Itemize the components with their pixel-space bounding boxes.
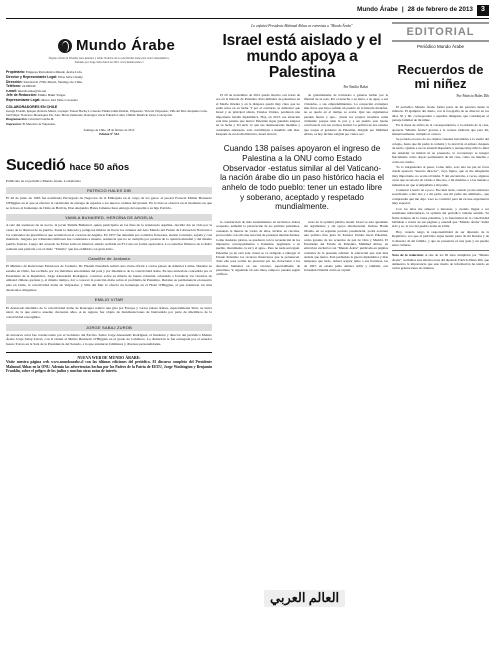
sucedio-title: Sucedió (6, 157, 66, 175)
entry-text: El Ministro de Relaciones Exteriores de Jordania, Dr. Hazem Nusaibeh realizó una visita oficial a varios países de América Latina. Durante su estadía en Chile, fue recibido por los máximos autoridades del país y por miembros de la colectividad árabe. En una entrevista concedida por el Presidente de la República, Jorge Alessandri Rodríguez, conversó sobre su misión de buena voluntad, orientada a fortalecer los vínculos de amistad chileno-jordana y, al mismo tiempo, dar a conocer la posición árabe sobre el problema de Palestina. Durante su permanencia en nuestro país en Chile, la colectividad árabe de Valparaíso y Viña del Mar le ofreció un homenaje en el Hotel O'Higgins, al que asistieron los más destacados dirigentes. (6, 264, 212, 292)
edition-place: Santiago de Chile, 28 de febrero de 2013 (83, 127, 135, 132)
collaborators-text: George El Ashi, Ipalque, Roberto Marez, Copiapó: Fanosi Hacha; La Serena: Hanna Jaime Dualde, Valparaíso: Victoria Valparaíso; Viña del Mar: Alejandro Lobo, San Felipe: Francisco Mouzaquel, Pto. Alto: Mario Zamorano, Rancagua: Oscar Eduardo Lama; Chillán: Mauricio Zarur, Concepción. (6, 109, 208, 118)
article-byline: Por Emilio Bakri (343, 85, 368, 90)
entry-text: A raíz del asesinato de su novio, la joven Yamila Buhaired -quien participaba en las filas de la resistencia argelina- decidió dar su vida por la causa de la libertad de su pueblo. Tenía la delicada y peligrosa misión de llevar las órdenes del Alto Mando del Frente de Liberación Nacional a los comandos de guerrilleros que actuaban en el corazón de Argelia. En 1957 fue detenida por soldados franceses, siendo torturada, vejada y casi mutilada. Juzgada por tribunales militares fue condenada a muerte, sentencia que no se cumplió por presión de la opinión mundial y del mismo pueblo francés. Luego del acuerdo de Evian salió en libertad, siendo recibida en El Cairo en forma apoteósica. Los estudios fílmicos de la RAU realizan una película con el título "Yamila" que fue exhibida con gran éxito. (6, 223, 212, 251)
layout-credit: Diagramación: Cristóbal Concha M. (6, 117, 55, 122)
header-publication: Mundo Árabe (357, 6, 398, 14)
sucedio-note: Publicado en el periódico Mundo Árabe, La Reforma (6, 178, 81, 183)
editorial-title: Recuerdos de mi niñez (397, 62, 484, 92)
entry-title: EMILIO VITAR (6, 296, 212, 303)
sucedio-subtitle: hace 50 años (69, 162, 130, 174)
web-notice-text: Visite nuestra página web www.mundoarabe.cl con las últimas ediciones del periódico. El discurso completo del Presidente Mahmud Abbas en la ONU. Además las advertencias hechas por los Padres de la Patria de EEUU, Jorge Washington y Benjamín Franklin, sobre el peligro de los judíos y muchas otras notas de interés. (6, 359, 212, 374)
editorial-paragraph: Con los años me empecé a interesar, y cuando llegué a ser estudiante universitario, la opinión del periódico tomaba sentido. Su firme defensa de la causa palestina, y la fraternidad de la colectividad hablaban a través de sus páginas y entendí que "Mundo Árabe" había sido y es, la voz del pueblo árabe en Chile. (392, 206, 489, 229)
masthead-line: Representante Legal: Marco Del Valle Coronado (6, 97, 78, 102)
article-pullquote: Cuando 138 países apoyaron el ingreso de Palestina a la ONU como Estado Observador -estatus similar al del Vaticano- la nación árabe dio un paso histórico hacia el anhelo de todo pueblo: tener un estado libre y soberano, aceptado y respetado mundialmente. (220, 144, 384, 212)
editorial-paragraph: Yo lo hurgueteaba al pasar. Como niño, solo leía las pie de fotos donde aparecía "nuestro director", cuya figura, que se me imaginaba muy importante, no se me olvidaba. Y ahí encontraba, a veces, algunos caras que reconocía de visitas a mis tíos, a mi madrina o a las tiendas e industrias en que acompañaba a mi padre. (392, 164, 489, 187)
entry-title: JORGE SABAJ ZUROB (6, 324, 212, 331)
print-credit: Impresión: El Mercurio de Valparaíso. (6, 121, 56, 126)
masthead-line: Dirección: Irarrázaval 2796, Macul, Santiago de Chile. (6, 79, 83, 84)
article-col1-bottom: la construcción de más asentamientos en territorios árabes ocupados, aumentó la persecución de los partidos palestinos, causando la muerte de varios de ellos, incluso en cárceles, provocando con ello una reacción de protestas internacionales. Como moderno piratas, se quedaron con la recaudación de los impuestos correspondientes a Palestina, negándole a su pueblo, literalmente, la sal y el agua... Pero no nada será igual. Palestina ya no está sola. Israel se ve obligado a entregar el Estado Palestino los recursos financieros que le pertenecen. Todo ello para acallar las protestas por las violaciones a los derechos humanos en sus cárceles, especialmente de palestinos. Y, siguiendo en esta línea, tampoco pueden seguir calificar- (216, 220, 300, 277)
masthead-line: Jefe de Redacción: Emilio Bakri Vargas (6, 93, 66, 98)
sucedio-heading (6, 156, 212, 176)
header-rule (6, 18, 489, 19)
logo-name: Mundo Árabe (76, 37, 176, 54)
editorial-paragraph: Se portada era uno de los objetos visuales inevitables a la vuelta del colegio, hasta que mi padre lo tomaba y lo devolvía al armero después de leerlo. Quizás a eso le entendí disputable y aunque muy niño lo miré sin entender su misión ni su presencia, lo reconstruyo te integró físicamente como objeto permanente de mi casa, como un mueble o como un cuadro. (392, 137, 489, 164)
editorial-note-text: A raíz de los 82 años cumplidos por "Mundo Árabe", recibimos esta emotiva nota del diputado Patricio Hales Dib, que demuestra la importancia que este medio de información ha tenido en varias generaciones de chilenos. (392, 253, 489, 271)
entry-title: Canciller de Jordania (6, 255, 212, 262)
edition-number: Edición Nº 544 (99, 131, 119, 136)
arabic-logo: العالم العربي (264, 590, 345, 607)
collaborators-heading: COLABORADORES EN CHILE (6, 104, 58, 109)
masthead-line: Director y Representante Legal: Elias Saba Chamy (6, 74, 83, 79)
article-col2-bottom: tores de la opinión pública israelí. Israel se está quedando sin argumentos y sin apoyo internacional. Incluso Barak Obama, en su segundo período presidencial, podrá acentuar una política más justa de Estados Unidos hacia Palestina, como garante de los acuerdos de paz de Oslo y Madrid. El Presidente del Estado de Palestina, Mahmud Abbas, en entrevista exclusiva con "Mundo Árabe" publicada en páginas centrales de la presente edición: la educación que está más aislada que nunca. Está perdiendo la guerra diplomática y más temprano que tarde, deberá aceptar junto a sus fronteras, las de 1967, en estado judío debiera sufrir y también, con Jerusalén Oriental como su capital. (304, 220, 388, 272)
web-notice (6, 352, 212, 375)
header-date: 28 de febrero de 2013 (407, 6, 473, 14)
right-column (392, 22, 489, 622)
editorial-heading: EDITORIAL (392, 22, 489, 42)
logo-mark-icon (58, 39, 72, 53)
editorial-byline: Por Patricio Hales Dib (456, 94, 489, 99)
article-kicker: Lo enfatizó Presidente Mahmud Abbas en entrevista a "Mundo Árabe" (251, 24, 353, 28)
entry-text: El destacado miembro de la colectividad árabe de Rancagua realizó una gira por Europa y varios países árabes, especialmente Siria, su tierra natal, de la que estuvo ausente cincuenta años. A su regreso fue objeto de manifestaciones de bienvenida por parte de miembros de la colectividad rancagüina. (6, 305, 212, 319)
editorial-paragraph: El periódico Mundo Árabe forma parte de mi persona desde la infancia. El ejemplar del diario, con la fotografía de su director en los años 50 y 60, corresponden a aquellas imágenes que constituyen el paisaje familiar de mi niñez. (392, 104, 489, 123)
article-col2-top: de gratuitamente de territorios o ganarse luchar por la libertad de su país. Por el derecho a su tierra, a su agua, a sus viviendas, a sus emprendimientos. La ocupación extranjera más feroz que haya sufrido un pueblo en la historia moderna, no se queda en el tiempo se acaba. Qué sus argumentos pueden fuerza y que... ¡hasta los propios israelitas están clamando porque nisn la paz y a un pueblo esta buena convivencia con sus vecinos árabes! La política de dos estados que acepta el gobierno de Palestina, dirigido por Mahmud Abbas, es hoy incluso exigida por varios sec- (304, 92, 388, 137)
editorial-subheading: Periódico Mundo Árabe (416, 44, 465, 50)
history-entries (6, 187, 212, 347)
article-bottom-columns (216, 220, 388, 276)
editorial-paragraph: En la mesa de arriba de la correspondencia, a la entrada de la casa, aparecía "Mundo Árabe" gracias a la certeza rutinaria que para mí, misteriosamente, cumplía el cartero. (392, 123, 489, 137)
article-headline: Israel está aislado y el mundo apoya a Palestina (222, 31, 382, 82)
masthead-line: Teléfono: 24196540 (6, 84, 36, 89)
masthead (6, 70, 212, 102)
masthead-line: e-mail: mundoarabe@vtr.net (6, 88, 47, 93)
editorial-body (392, 105, 489, 248)
page-number: 3 (477, 5, 489, 16)
editorial-note (392, 250, 489, 270)
middle-column (216, 22, 388, 622)
article-col1-top: El 29 de noviembre de 2012 quedó inscrito con letras de oro en la historia de Palestina. Para millones de palestinos en el Medio Oriente y en la diáspora quedó muy claro que no están solos en su lucha. Y por el contrario, se demostró que Israel y su principal aliado, Estados Unidos, perdieron una importante batalla diplomática. Hoy, en 2013, esa situación está más patente que nunca: Palestina sigue ganando adeptos en su lucha y Tel Aviv ve que sus desmesuradas medidas y constantes amenazas, sólo contribuyen a hundirlo aún más. Después de esa fecha histórica, Israel decretó (216, 92, 300, 137)
entry-text: Al entonces actor fue condecorado por el Gobierno del Excmo. Señor Jorge Alessandri Rodríguez, el fundador y director del periódico Mundo Árabe Jorge Sabaj Zurob, con la Orden al Mérito Bernardo O'Higgins en el grado de Caballero. La distinción le fue entregada por el senador Isauro Torres en la Sala de la Presidencia del Senado, a la que asistieron familiares y diversas personalidades. (6, 332, 212, 347)
editorial-paragraph: Hoy, cuando tengo la responsabilidad de ser diputado de la República, veo que el periódico sigue siendo parte de mi historia y de la historia de mi familia, y que su presencia es una guía y un puente entre culturas. (392, 229, 489, 247)
entry-title: YAMILA BUHAIRED, HEROÍNA DE ARGELIA (6, 214, 212, 221)
editorial-note-label: Nota de la redacción: (392, 253, 424, 258)
article-top-columns (216, 93, 388, 136)
entry-text: El 26 de junio de 1963 fue nombrado Encargado de Negocios de la Embajada en el cargo de los gatos, el pucará Escuela Militar Bernardo O'Higgins en el que se efectuó la ceremonia de entrega de espadas a los nuevos cadetes del plantel. En la lista se observa en el momento en que se le hace el homenaje de Chile en Bolivia, Don Alejandro Hales Jamarne hace entrega del espadín a su hijo Patricio. (6, 196, 212, 210)
mundo-arabe-logo (58, 36, 212, 55)
logo-credits: Órgano oficial de Friendly para América y Chile. Noticias de la colectividad árabe para toda Latinoamérica. Fundado por Jorge Saba Zurob en 1991. www.mundoarabe.cl (48, 57, 170, 64)
page-header: Mundo Árabe | 28 de febrero de 2013 3 (6, 4, 489, 17)
left-column (6, 22, 212, 622)
editorial-paragraph: Comencé a leerlo de a poco. Fue más tarde, cuando ya me entretuve escuchando a mis tíos y a mi padre -ese mi padre tan admirado-, que comprendía qué me dejó. Leer se convirtió para mí en una experiencia muy especial. (392, 188, 489, 206)
web-notice-title: NUEVA WEB DE MUNDO ÁRABE: (77, 354, 141, 360)
entry-title: PATRICIO HALES DIB (6, 187, 212, 194)
masthead-line: Propietario: Empresa Periodística Mundo Árabe Ltda. (6, 70, 83, 75)
